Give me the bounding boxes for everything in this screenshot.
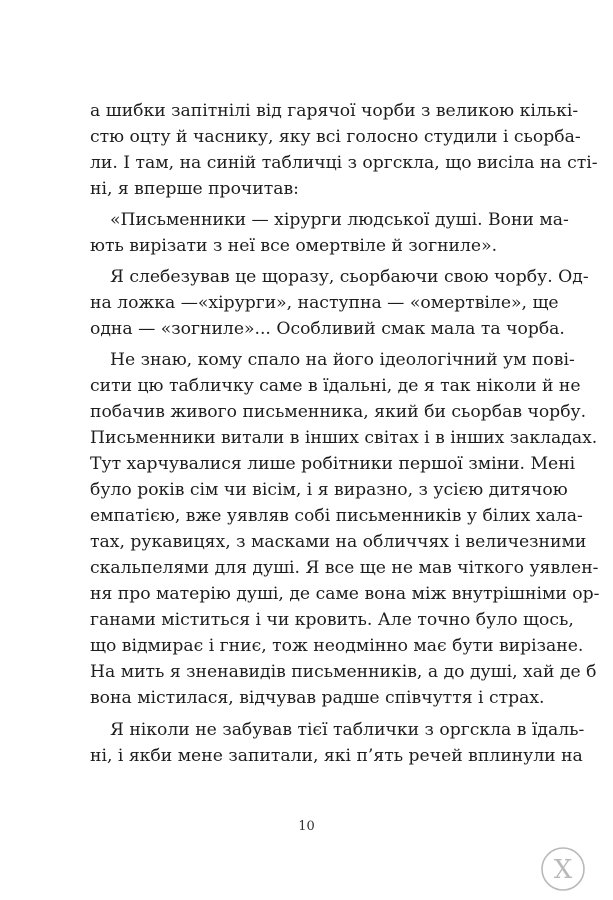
text-line: скальпелями для душі. Я все ще не мав чіткого уявлен- bbox=[90, 558, 599, 578]
text-line: на ложка —«хірурги», наступна — «омертвіле», ще bbox=[90, 293, 559, 313]
page-number: 10 bbox=[298, 819, 315, 834]
text-line: було років сім чи вісім, і я виразно, з усією дитячою bbox=[90, 480, 568, 500]
text-line: Я слебезував це щоразу, сьорбаючи свою чорбу. Од- bbox=[110, 267, 589, 287]
text-line: стю оцту й часнику, яку всі голосно студили і сьорба- bbox=[90, 127, 581, 147]
text-line: тах, рукавицях, з масками на обличчях і величезними bbox=[90, 532, 587, 552]
publisher-logo-watermark bbox=[540, 846, 586, 892]
text-line: Тут харчувалися лише робітники першої зміни. Мені bbox=[90, 454, 576, 474]
text-line: а шибки запітнілі від гарячої чорби з великою кількі- bbox=[90, 101, 579, 121]
text-line: Не знаю, кому спало на його ідеологічний ум пові- bbox=[110, 350, 575, 370]
text-line: вона містилася, відчував радше співчуття і страх. bbox=[90, 688, 545, 708]
text-line: ні, і якби мене запитали, які п’ять речей вплинули на bbox=[90, 746, 583, 766]
text-line: ють вирізати з неї все омертвіле й зогниле». bbox=[90, 236, 498, 256]
watermark-letter: Х bbox=[553, 855, 573, 885]
text-line: емпатією, вже уявляв собі письменників у білих хала- bbox=[90, 506, 583, 526]
text-line: Я ніколи не забував тієї таблички з оргскла в їдаль- bbox=[110, 720, 585, 740]
text-line: ганами міститься і чи кровить. Але точно було щось, bbox=[90, 610, 574, 630]
text-line: побачив живого письменника, який би сьорбав чорбу. bbox=[90, 402, 587, 422]
text-line: одна — «зогниле»... Особливий смак мала та чорба. bbox=[90, 319, 565, 339]
text-line: що відмирає і гниє, тож неодмінно має бути вирізане. bbox=[90, 636, 584, 656]
text-line: ні, я вперше прочитав: bbox=[90, 179, 299, 199]
text-line: ли. І там, на синій табличці з оргскла, що висіла на сті- bbox=[90, 153, 598, 173]
text-line: ня про матерію душі, де саме вона між внутрішніми ор- bbox=[90, 584, 600, 604]
text-line: сити цю табличку саме в їдальні, де я так ніколи й не bbox=[90, 376, 581, 396]
text-line: Письменники витали в інших світах і в інших закладах. bbox=[90, 428, 598, 448]
text-line: «Письменники — хірурги людської душі. Вони ма- bbox=[110, 210, 569, 230]
text-line: На мить я зненавидів письменників, а до душі, хай де б bbox=[90, 662, 597, 682]
